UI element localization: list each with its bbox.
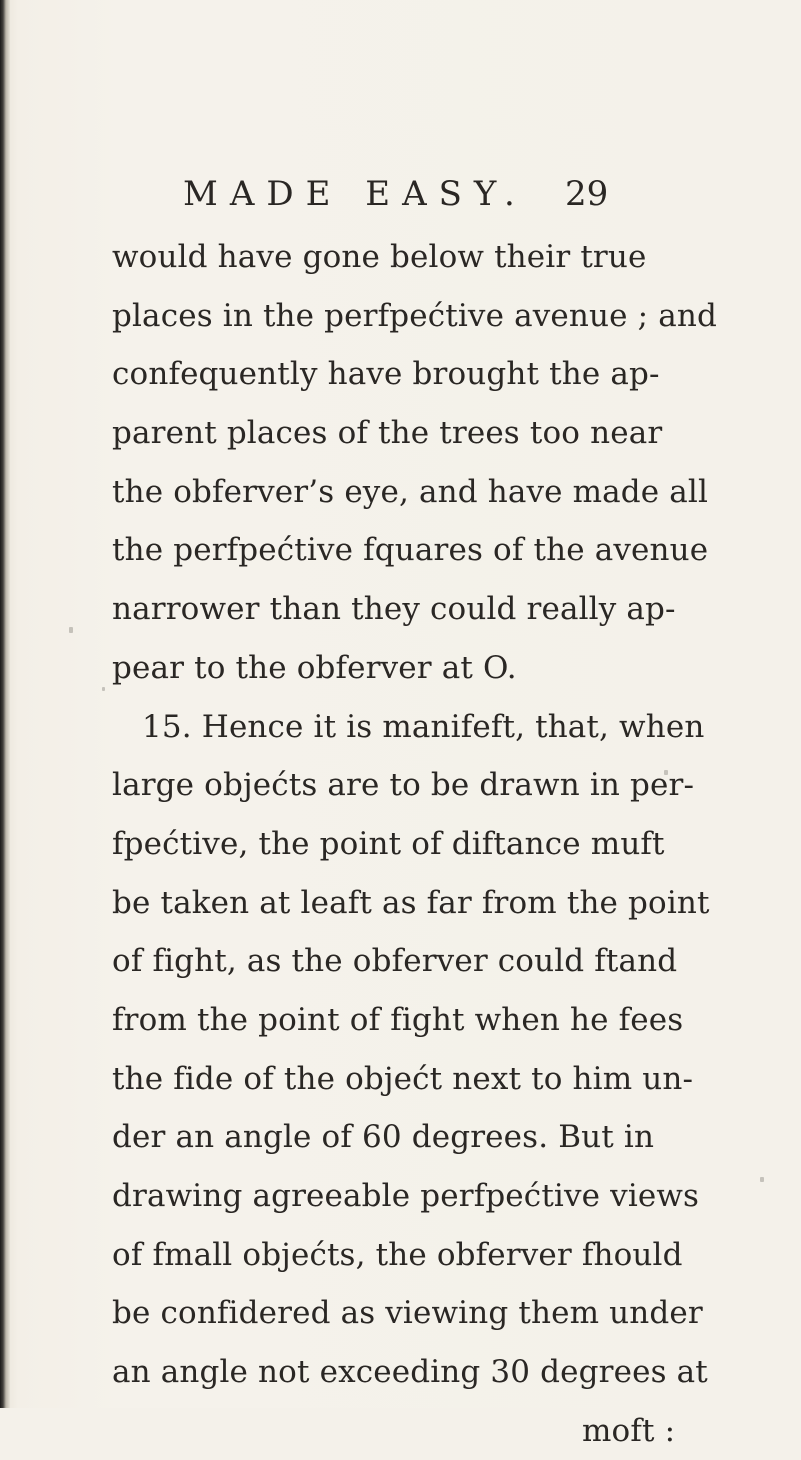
- catchword: moft :: [582, 1412, 676, 1449]
- page-header: [183, 176, 683, 212]
- text-line: fpećtive, the point of diftance muft: [112, 825, 665, 862]
- text-line: would have gone below their true: [112, 239, 647, 275]
- body-text: [112, 228, 742, 1460]
- text-line: from the point of fight when he fees: [112, 1001, 684, 1038]
- text-line: narrower than they could really ap-: [112, 591, 676, 628]
- print-speck: [102, 687, 105, 691]
- text-line: confequently have brought the ap-: [112, 356, 660, 393]
- text-line: of fight, as the obferver could ftand: [112, 943, 678, 980]
- paragraph-start-line: 15. Hence it is manifeft, that, when: [142, 708, 705, 745]
- text-line: pear to the obferver at O.: [112, 649, 517, 686]
- text-line: of fmall objećts, the obferver fhould: [112, 1236, 683, 1273]
- text-line: der an angle of 60 degrees. But in: [112, 1119, 655, 1156]
- text-line: an angle not exceeding 30 degrees at: [112, 1354, 708, 1391]
- print-speck: [69, 627, 73, 633]
- text-line: be taken at leaft as far from the point: [112, 884, 710, 921]
- text-line: drawing agreeable perfpećtive views: [112, 1178, 700, 1214]
- text-line: large objećts are to be drawn in per-: [112, 767, 695, 804]
- text-line: the perfpećtive fquares of the avenue: [112, 532, 709, 569]
- text-line: be confidered as viewing them under: [112, 1295, 703, 1332]
- running-head: MADE EASY.: [183, 174, 527, 214]
- print-speck: [664, 770, 668, 775]
- print-speck: [760, 1177, 764, 1182]
- text-line: places in the perfpećtive avenue ; and: [112, 297, 717, 334]
- book-binding-edge: [0, 0, 10, 1408]
- page-number: 29: [565, 174, 609, 214]
- text-line: the fide of the objećt next to him un-: [112, 1060, 694, 1097]
- text-line: the obferver’s eye, and have made all: [112, 473, 709, 510]
- text-line: parent places of the trees too near: [112, 415, 663, 452]
